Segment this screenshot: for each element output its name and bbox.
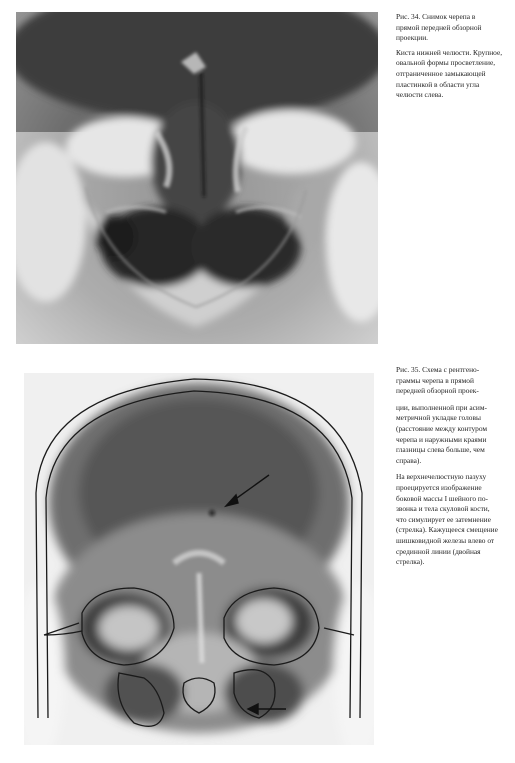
- description-line: Киста нижней челюсти. Крупное,: [396, 47, 503, 57]
- description-line: На верхнечелюстную пазуху: [396, 472, 487, 482]
- description-line: челюсти слева.: [396, 90, 444, 100]
- figure-35-xray-scheme: [24, 373, 374, 745]
- caption-line: Рис. 35. Схема с рентгено-: [396, 365, 480, 374]
- description-line: стрелка).: [396, 557, 425, 567]
- figure-35-caption: [396, 365, 514, 466]
- figure-34-description: [396, 48, 514, 101]
- caption-line: Рис. 34. Снимок черепа в: [396, 12, 476, 21]
- figure-34-caption: [396, 12, 514, 44]
- caption-line: передней обзорной проек-: [396, 386, 479, 396]
- caption-line: прямой передней обзорной: [396, 22, 482, 32]
- caption-line: метричной укладке головы: [396, 413, 481, 423]
- figure-35-caption-block: [396, 365, 514, 572]
- caption-line: (расстояние между контуром: [396, 423, 488, 433]
- skull-scheme-image: [24, 373, 374, 745]
- caption-line: глазницы слева больше, чем: [396, 445, 485, 455]
- description-line: пластинкой в области угла: [396, 79, 480, 89]
- description-line: шишковидной железы влево от: [396, 535, 495, 545]
- caption-line: проекции.: [396, 33, 429, 43]
- figure-34-caption-block: [396, 12, 514, 105]
- figure-35-description: [396, 472, 514, 567]
- description-line: звонка и тела скуловой кости,: [396, 504, 490, 514]
- description-line: что симулирует ее затемнение: [396, 514, 491, 524]
- caption-line: справа).: [396, 455, 422, 465]
- caption-line: черепа и наружными краями: [396, 434, 487, 444]
- caption-line: ции, выполненной при асим-: [396, 402, 488, 412]
- description-line: срединной линии (двойная: [396, 546, 481, 556]
- description-line: боковой массы I шейного по-: [396, 493, 488, 503]
- figure-34-xray: [16, 12, 378, 344]
- description-line: овальной формы просветление,: [396, 58, 496, 68]
- description-line: (стрелка). Кажущееся смещение: [396, 525, 498, 535]
- caption-line: граммы черепа в прямой: [396, 375, 474, 385]
- description-line: проецируется изображение: [396, 482, 482, 492]
- skull-xray-image: [16, 12, 378, 344]
- description-line: отграниченное замыкающей: [396, 68, 486, 78]
